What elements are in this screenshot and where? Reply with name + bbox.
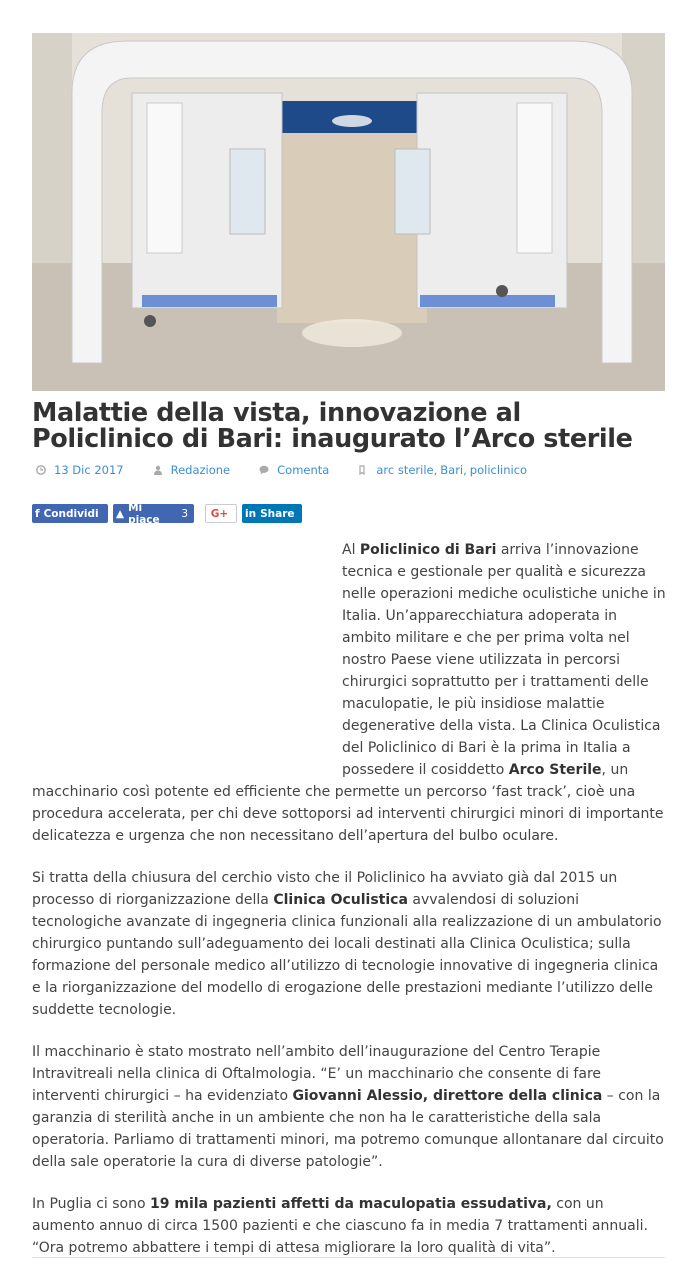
post-author[interactable]: Redazione [170, 463, 231, 477]
facebook-like-button[interactable]: ▲ Mi piace 3 [113, 504, 194, 523]
tag-link[interactable]: arc sterile [376, 463, 434, 477]
user-icon [153, 465, 163, 475]
article-paragraph: In Puglia ci sono 19 mila pazienti affetti da maculopatia essudativa, con un aumento annuo di circa 1500 pazienti e che ciascuno fa in media 7 trattamenti annuali. “Ora potremo abbattere i tempi di attesa migliorare la loro qualità di vita”. [32, 1196, 648, 1256]
linkedin-icon: in [245, 507, 257, 520]
tag-icon [358, 465, 368, 475]
share-bar [32, 501, 307, 526]
ad-slot [32, 539, 342, 781]
comment-icon [259, 465, 269, 475]
like-count: 3 [181, 507, 188, 520]
post-comments-link[interactable]: Comenta [277, 463, 330, 477]
facebook-icon: f [35, 507, 40, 520]
google-plus-icon: G+ [210, 507, 229, 520]
article-body [32, 539, 666, 1279]
tag-link[interactable]: Bari [440, 463, 464, 477]
article-title: Malattie della vista, innovazione al Policlinico di Bari: inaugurato l’Arco sterile [32, 398, 633, 454]
post-date[interactable]: 13 Dic 2017 [54, 463, 124, 477]
article-hero-image [32, 33, 665, 391]
tag-link[interactable]: policlinico [469, 463, 528, 477]
article-paragraph: Al Policlinico di Bari arriva l’innovazione tecnica e gestionale per qualità e sicurezza nelle operazioni mediche oculistiche uniche in Italia. Un’apparecchiatura adoperata in ambito militare e che per prima volta nel nostro Paese viene utilizzata in percorsi chirurgici soprattutto per i trattamenti delle maculopatie, le più insidiose malattie degenerative della vista. La Clinica Oculistica del Policlinico di Bari è la prima in Italia a possedere il cosiddetto Arco Sterile, un macchinario così potente ed efficiente che permette un percorso ‘fast track’, cioè una procedura accelerata, per chi deve sottoporsi ad interventi chirurgici minori di importante delicatezza e urgenza che non necessitano dell’apertura del bulbo oculare. [32, 539, 666, 847]
linkedin-share-button[interactable]: in Share [242, 504, 302, 523]
article-paragraph: Si tratta della chiusura del cerchio visto che il Policlinico ha avviato già dal 2015 un processo di riorganizzazione della Clinica Oculistica avvalendosi di soluzioni tecnologiche avanzate di ingegneria clinica funzionali alla realizzazione di un ambulatorio chirurgico puntando sull’adeguamento dei locali destinati alla Clinica Oculistica; sulla formazione del personale medico all’utilizzo di tecnologie innovative di ingegneria clinica e la riorganizzazione del modello di erogazione delle prestazioni mediante l’utilizzo delle suddette tecnologie. [32, 870, 662, 1018]
clock-icon [36, 465, 46, 475]
facebook-share-button[interactable]: f Condividi [32, 504, 108, 523]
article-meta: 13 Dic 2017 Redazione Comenta arc sterile , Bari , policlinico [32, 461, 552, 479]
thumbs-up-icon: ▲ [116, 507, 125, 520]
article-paragraph: Il macchinario è stato mostrato nell’ambito dell’inaugurazione del Centro Terapie Intravitreali nella clinica di Oftalmologia. “E’ un macchinario che consente di fare interventi chirurgici – ha evidenziato Giovanni Alessio, direttore della clinica – con la garanzia di sterilità anche in un ambiente che non ha le caratteristiche della sala operatoria. Parliamo di trattamenti minori, ma potremo comunque allontanare dal circuito della sale operatorie la cura di diverse patologie”. [32, 1044, 664, 1170]
google-plus-button[interactable] [205, 504, 237, 523]
